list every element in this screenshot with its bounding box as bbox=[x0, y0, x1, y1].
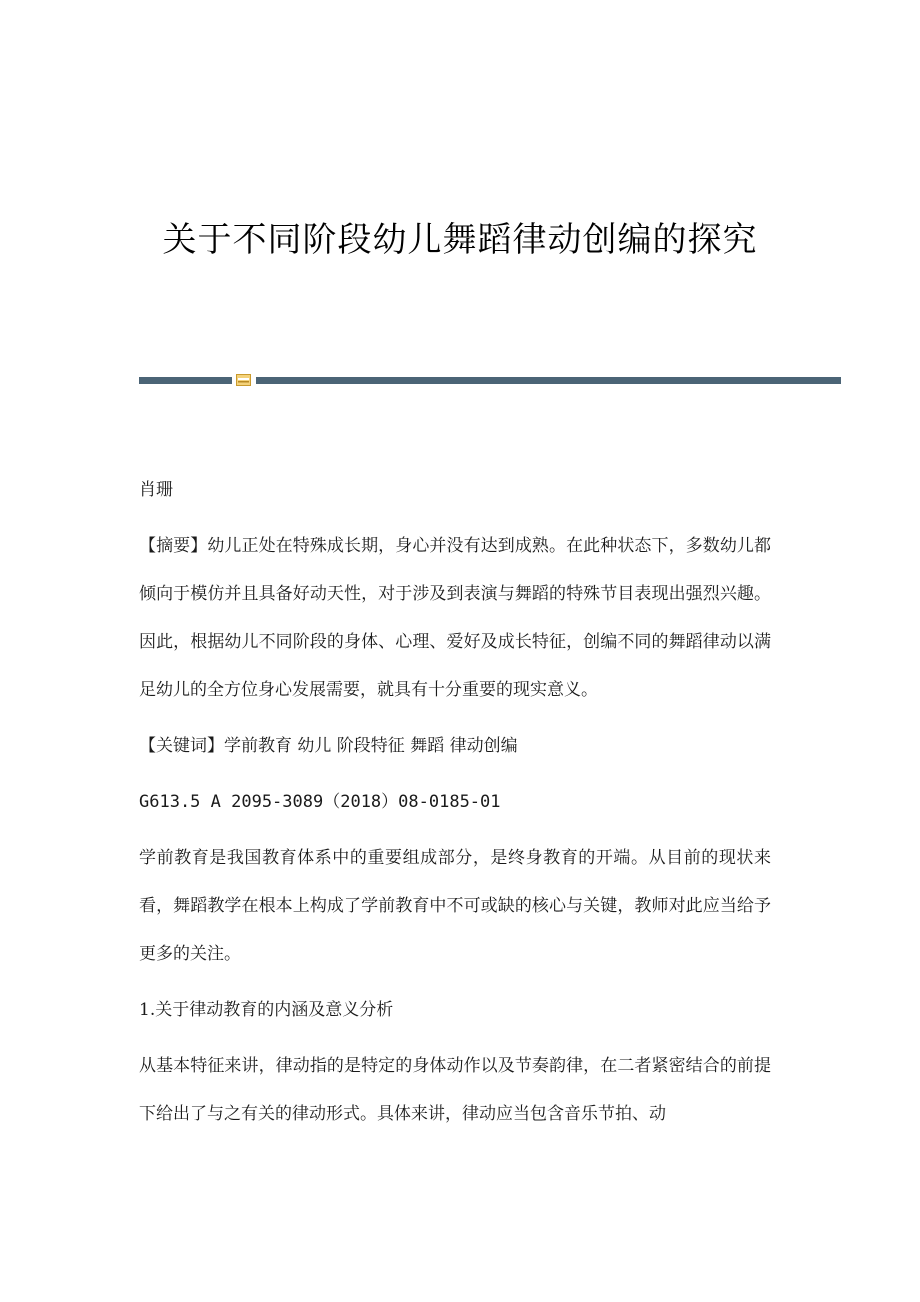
title-divider bbox=[139, 374, 841, 386]
divider-ornament-icon bbox=[236, 374, 251, 386]
intro-paragraph: 学前教育是我国教育体系中的重要组成部分，是终身教育的开端。从目前的现状来看，舞蹈教学在根本上构成了学前教育中不可或缺的核心与关键，教师对此应当给予更多的关注。 bbox=[139, 848, 771, 964]
author-name: 肖珊 bbox=[139, 480, 173, 500]
abstract-paragraph: 【摘要】幼儿正处在特殊成长期，身心并没有达到成熟。在此种状态下，多数幼儿都倾向于模仿并且具备好动天性，对于涉及到表演与舞蹈的特殊节目表现出强烈兴趣。因此，根据幼儿不同阶段的身体、心理、爱好及成长特征，创编不同的舞蹈律动以满足幼儿的全方位身心发展需要，就具有十分重要的现实意义。 bbox=[139, 536, 771, 700]
keywords-line: 【关键词】学前教育 幼儿 阶段特征 舞蹈 律动创编 bbox=[139, 736, 518, 756]
document-title: 关于不同阶段幼儿舞蹈律动创编的探究 bbox=[162, 220, 758, 260]
section-paragraph: 从基本特征来讲，律动指的是特定的身体动作以及节奏韵律，在二者紧密结合的前提下给出了与之有关的律动形式。具体来讲，律动应当包含音乐节拍、动 bbox=[139, 1056, 771, 1124]
divider-left-bar bbox=[139, 377, 232, 384]
divider-right-bar bbox=[256, 377, 841, 384]
classification-code: G613.5 A 2095-3089（2018）08-0185-01 bbox=[139, 792, 501, 812]
section-heading: 1.关于律动教育的内涵及意义分析 bbox=[139, 1000, 394, 1020]
document-body bbox=[139, 466, 771, 1138]
